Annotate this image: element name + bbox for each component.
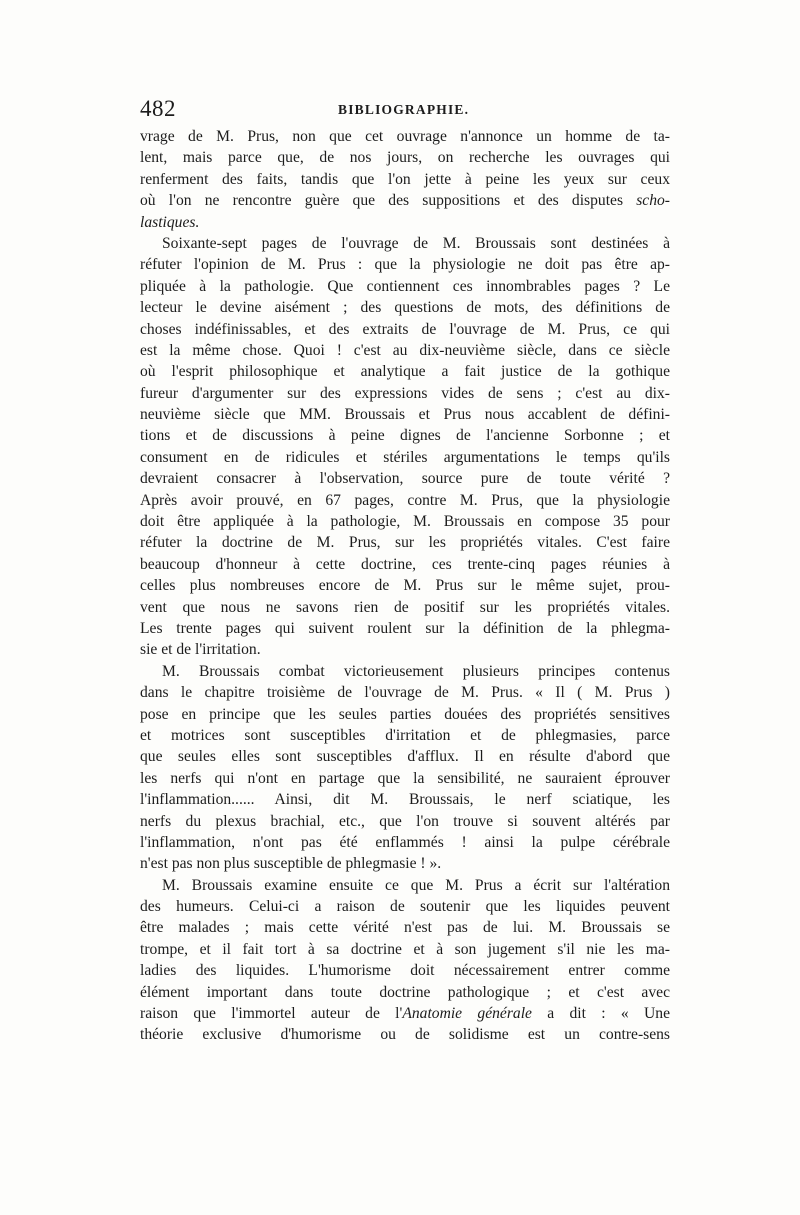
- text-line-content: neuvième siècle que MM. Broussais et Prus nous accablent de défini-: [140, 406, 670, 424]
- page-number: 482: [140, 96, 176, 121]
- text-line-content: sie et de l'irritation.: [140, 641, 261, 659]
- text-line: [140, 447, 670, 468]
- text-line-content: lecteur le devine aisément ; des questions de mots, des définitions de: [140, 299, 670, 317]
- text-line: [140, 233, 670, 254]
- text-line: [140, 490, 670, 511]
- text-line-content: doit être appliquée à la pathologie, M. Broussais en compose 35 pour: [140, 513, 670, 531]
- text-line: [140, 190, 670, 211]
- text-line: [140, 896, 670, 917]
- text-line: [140, 661, 670, 682]
- text-line: [140, 960, 670, 981]
- text-line-content: devraient consacrer à l'observation, source pure de toute vérité ?: [140, 470, 670, 488]
- text-line-content: pliquée à la pathologie. Que contiennent ces innombrables pages ? Le: [140, 277, 670, 295]
- text-line-content: être malades ; mais cette vérité n'est pas de lui. M. Broussais se: [140, 919, 670, 937]
- text-line: [140, 254, 670, 275]
- text-line: [140, 511, 670, 532]
- text-line-content: M. Broussais combat victorieusement plusieurs principes contenus: [162, 662, 670, 680]
- text-line-content: consument en de ridicules et stériles argumentations le temps qu'ils: [140, 448, 670, 466]
- text-line: [140, 383, 670, 404]
- text-line: [140, 789, 670, 810]
- text-line-content: renferment des faits, tandis que l'on jette à peine les yeux sur ceux: [140, 170, 670, 188]
- text-line-content: réfuter la doctrine de M. Prus, sur les propriétés vitales. C'est faire: [140, 534, 670, 552]
- text-line: [140, 832, 670, 853]
- text-line: [140, 147, 670, 168]
- text-line-content: Soixante-sept pages de l'ouvrage de M. Broussais sont destinées à: [162, 234, 670, 252]
- text-line: [140, 768, 670, 789]
- text-line-content: choses indéfinissables, et des extraits de l'ouvrage de M. Prus, ce qui: [140, 320, 670, 338]
- text-line-content: ladies des liquides. L'humorisme doit nécessairement entrer comme: [140, 962, 670, 980]
- italic-text: Anatomie générale: [402, 1005, 532, 1023]
- body-text: [140, 126, 670, 1046]
- text-line-content: pose en principe que les seules parties douées des propriétés sensitives: [140, 705, 670, 723]
- text-line: [140, 746, 670, 767]
- text-line: [140, 212, 670, 233]
- text-line: [140, 468, 670, 489]
- text-line: [140, 875, 670, 896]
- text-line: [140, 639, 670, 660]
- text-line: [140, 276, 670, 297]
- text-line: [140, 917, 670, 938]
- page-header: [140, 96, 670, 126]
- text-line-content: trompe, et il fait tort à sa doctrine et à son jugement s'il nie les ma-: [140, 940, 670, 958]
- text-line: [140, 618, 670, 639]
- text-line: [140, 169, 670, 190]
- text-line: [140, 682, 670, 703]
- text-line-content: et motrices sont susceptibles d'irritation et de phlegmasies, parce: [140, 726, 670, 744]
- text-line: [140, 1003, 670, 1024]
- text-line-content: Les trente pages qui suivent roulent sur la définition de la phlegma-: [140, 619, 670, 637]
- text-line-continuation: a dit : « Une: [531, 1005, 671, 1023]
- text-line-content: où l'esprit philosophique et analytique a fait justice de la gothique: [140, 363, 670, 381]
- text-line-content: beaucoup d'honneur à cette doctrine, ces trente-cinq pages réunies à: [140, 555, 670, 573]
- italic-text: lastiques.: [140, 213, 200, 231]
- text-line-content: tions et de discussions à peine dignes de l'ancienne Sorbonne ; et: [140, 427, 670, 445]
- text-line: [140, 575, 670, 596]
- text-line-content: l'inflammation, n'ont pas été enflammés ! ainsi la pulpe cérébrale: [140, 833, 670, 851]
- text-line: [140, 532, 670, 553]
- text-line: [140, 297, 670, 318]
- text-line-content: où l'on ne rencontre guère que des suppositions et des disputes: [140, 192, 637, 210]
- text-line-content: vent que nous ne savons rien de positif sur les propriétés vitales.: [140, 598, 670, 616]
- text-line: [140, 939, 670, 960]
- text-line: [140, 982, 670, 1003]
- text-line: [140, 361, 670, 382]
- text-line: [140, 1024, 670, 1045]
- text-line-content: des humeurs. Celui-ci a raison de soutenir que les liquides peuvent: [140, 898, 670, 916]
- text-line: [140, 811, 670, 832]
- text-line: [140, 554, 670, 575]
- text-line-content: dans le chapitre troisième de l'ouvrage de M. Prus. « Il ( M. Prus ): [140, 684, 670, 702]
- text-line: [140, 404, 670, 425]
- text-line: [140, 126, 670, 147]
- text-line-content: est la même chose. Quoi ! c'est au dix-neuvième siècle, dans ce siècle: [140, 341, 670, 359]
- text-line-content: les nerfs qui n'ont en partage que la sensibilité, ne sauraient éprouver: [140, 769, 670, 787]
- text-line-content: réfuter l'opinion de M. Prus : que la physiologie ne doit pas être ap-: [140, 256, 670, 274]
- text-line-content: l'inflammation...... Ainsi, dit M. Broussais, le nerf sciatique, les: [140, 791, 670, 809]
- text-line: [140, 340, 670, 361]
- text-line-content: lent, mais parce que, de nos jours, on recherche les ouvrages qui: [140, 149, 670, 167]
- text-line-content: élément important dans toute doctrine pathologique ; et c'est avec: [140, 983, 670, 1001]
- text-line-content: n'est pas non plus susceptible de phlegmasie ! ».: [140, 855, 442, 873]
- text-line-content: nerfs du plexus brachial, etc., que l'on trouve si souvent altérés par: [140, 812, 670, 830]
- text-line: [140, 704, 670, 725]
- text-line-content: Après avoir prouvé, en 67 pages, contre M. Prus, que la physiologie: [140, 491, 670, 509]
- text-line: [140, 597, 670, 618]
- text-line-content: M. Broussais examine ensuite ce que M. Prus a écrit sur l'altération: [162, 876, 670, 894]
- text-line-content: vrage de M. Prus, non que cet ouvrage n'annonce un homme de ta-: [140, 128, 670, 145]
- text-line-content: que seules elles sont susceptibles d'afflux. Il en résulte d'abord que: [140, 748, 670, 766]
- italic-text: scho-: [636, 192, 670, 210]
- text-line: [140, 853, 670, 874]
- text-line-content: fureur d'argumenter sur des expressions vides de sens ; c'est au dix-: [140, 384, 670, 402]
- running-head: BIBLIOGRAPHIE.: [338, 102, 470, 117]
- text-line-content: raison que l'immortel auteur de l': [140, 1005, 403, 1023]
- text-line-content: théorie exclusive d'humorisme ou de solidisme est un contre-sens: [140, 1026, 670, 1044]
- text-line-content: celles plus nombreuses encore de M. Prus sur le même sujet, prou-: [140, 577, 670, 595]
- text-line: [140, 319, 670, 340]
- text-line: [140, 725, 670, 746]
- text-line: [140, 425, 670, 446]
